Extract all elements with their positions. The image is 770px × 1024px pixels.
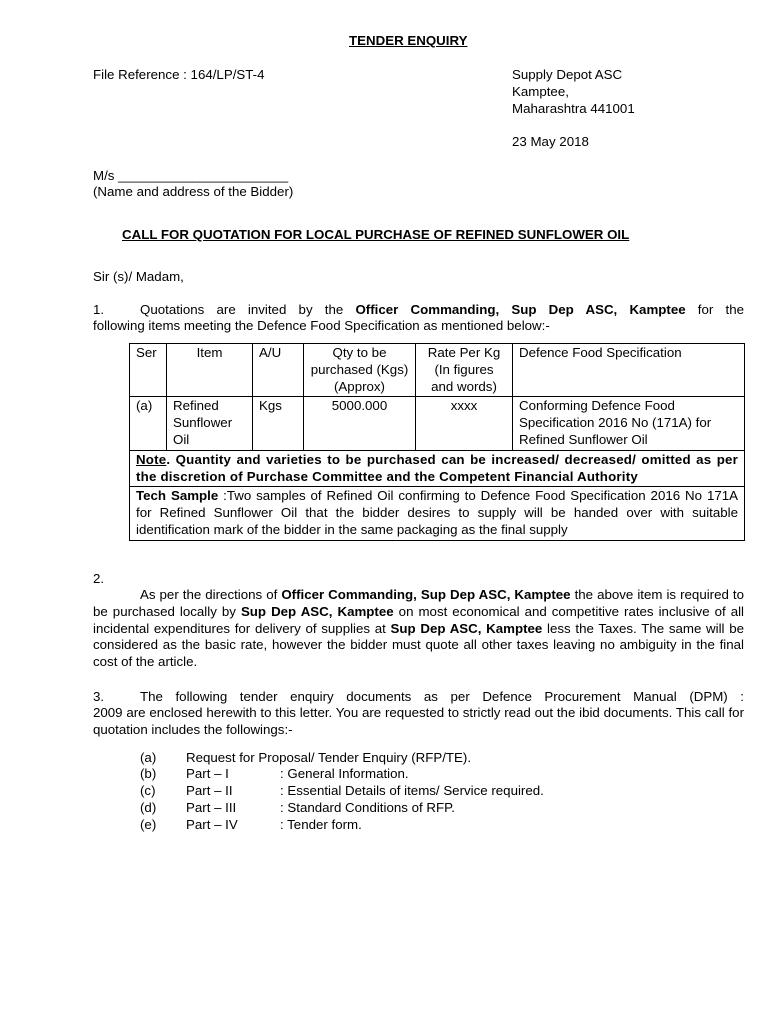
cell-spec: Conforming Defence Food Specification 2016 No (171A) for Refined Sunflower Oil <box>513 397 745 450</box>
list-part: Part – III <box>186 800 237 815</box>
subject-heading: CALL FOR QUOTATION FOR LOCAL PURCHASE OF REFINED SUNFLOWER OIL <box>122 227 630 242</box>
items-table <box>129 343 745 541</box>
table-note <box>130 450 745 487</box>
para2-number: 2. <box>93 571 105 586</box>
tech-text: :Two samples of Refined Oil confirming to Defence Food Specification 2016 No 171A for Refined Sunflower Oil that the bidder desires to supply will be handed over with suitable identification mark of the bidder in the same packaging as the final supply <box>136 488 738 537</box>
note-label: Note <box>136 451 167 467</box>
address-line: Kamptee, <box>512 83 569 99</box>
list-item <box>140 766 740 783</box>
para1-line1 <box>140 302 744 319</box>
header-ser: Ser <box>130 344 167 397</box>
table-note-row <box>130 450 745 487</box>
para1-number: 1. <box>93 302 105 317</box>
cell-ser: (a) <box>130 397 167 450</box>
list-desc: : Tender form. <box>280 817 362 832</box>
sender-address <box>512 67 635 117</box>
bidder-line: M/s _______________________ <box>93 168 289 183</box>
header-spec: Defence Food Specification <box>513 344 745 397</box>
para2-s3: on most economical and competitive rates inclusive of all incidental expenditures for delivery of supplies at <box>93 603 745 636</box>
list-item <box>140 800 740 817</box>
para1-officer: Officer Commanding, Sup Dep ASC, Kamptee <box>355 302 686 317</box>
para3-number: 3. <box>93 689 105 704</box>
table-row <box>130 397 745 450</box>
header-item: Item <box>167 344 253 397</box>
cell-item: Refined Sunflower Oil <box>167 397 253 450</box>
list-part: Request for Proposal/ Tender Enquiry (RFP/TE). <box>186 750 472 765</box>
header-au: A/U <box>253 344 304 397</box>
list-part: Part – IV <box>186 817 238 832</box>
list-item <box>140 783 740 800</box>
list-desc: : General Information. <box>280 766 409 781</box>
para2-b3: Sup Dep ASC, Kamptee <box>390 620 543 636</box>
cell-qty: 5000.000 <box>304 397 416 450</box>
list-item <box>140 750 740 767</box>
file-reference: File Reference : 164/LP/ST-4 <box>93 67 265 82</box>
page-title: TENDER ENQUIRY <box>349 33 468 48</box>
list-part: Part – II <box>186 783 233 798</box>
address-line: Maharashtra 441001 <box>512 100 635 116</box>
tech-label: Tech Sample <box>136 488 219 504</box>
address-line: Supply Depot ASC <box>512 67 623 82</box>
para2-s4: less the Taxes. The same will be considered as the basic rate, however the bidder must quote all other taxes leaving no ambiguity in the final cost of the article. <box>93 620 745 670</box>
cell-rate: xxxx <box>416 397 513 450</box>
list-label: (b) <box>140 766 157 781</box>
list-part: Part – I <box>186 766 229 781</box>
list-desc: : Essential Details of items/ Service required. <box>280 783 544 798</box>
list-desc: : Standard Conditions of RFP. <box>280 800 455 815</box>
para3-line1: The following tender enquiry documents as per Defence Procurement Manual (DPM) : <box>140 689 744 704</box>
header-qty: Qty to be purchased (Kgs) (Approx) <box>304 344 416 397</box>
para3-rest: 2009 are enclosed herewith to this letter. You are requested to strictly read out the ibid documents. This call for quotation includes the followings:- <box>93 705 744 737</box>
bidder-note: (Name and address of the Bidder) <box>93 184 294 199</box>
cell-au: Kgs <box>253 397 304 450</box>
para2-b1: Officer Commanding, Sup Dep ASC, Kamptee <box>281 587 571 602</box>
para2-s1: As per the directions of <box>140 587 282 602</box>
para2-b2: Sup Dep ASC, Kamptee <box>240 603 394 619</box>
list-label: (d) <box>140 800 157 815</box>
para2-s2: the above item is required to be purchased locally by <box>93 587 744 619</box>
para2-text <box>93 587 744 671</box>
para1-text: for the <box>685 302 744 317</box>
list-label: (c) <box>140 783 156 798</box>
header-rate: Rate Per Kg (In figures and words) <box>416 344 513 397</box>
letter-date: 23 May 2018 <box>512 134 589 149</box>
table-header-row <box>130 344 745 397</box>
list-item <box>140 817 740 834</box>
note-text: . Quantity and varieties to be purchased can be increased/ decreased/ omitted as per the discretion of Purchase Committee and the Competent Financial Authority <box>136 451 738 484</box>
para1-text: Quotations are invited by the <box>140 302 356 317</box>
list-label: (a) <box>140 750 157 765</box>
para1-line2: following items meeting the Defence Food Specification as mentioned below:- <box>93 318 550 333</box>
table-tech-row <box>130 487 745 540</box>
list-label: (e) <box>140 817 157 832</box>
salutation: Sir (s)/ Madam, <box>93 269 184 284</box>
tech-sample <box>130 487 745 540</box>
